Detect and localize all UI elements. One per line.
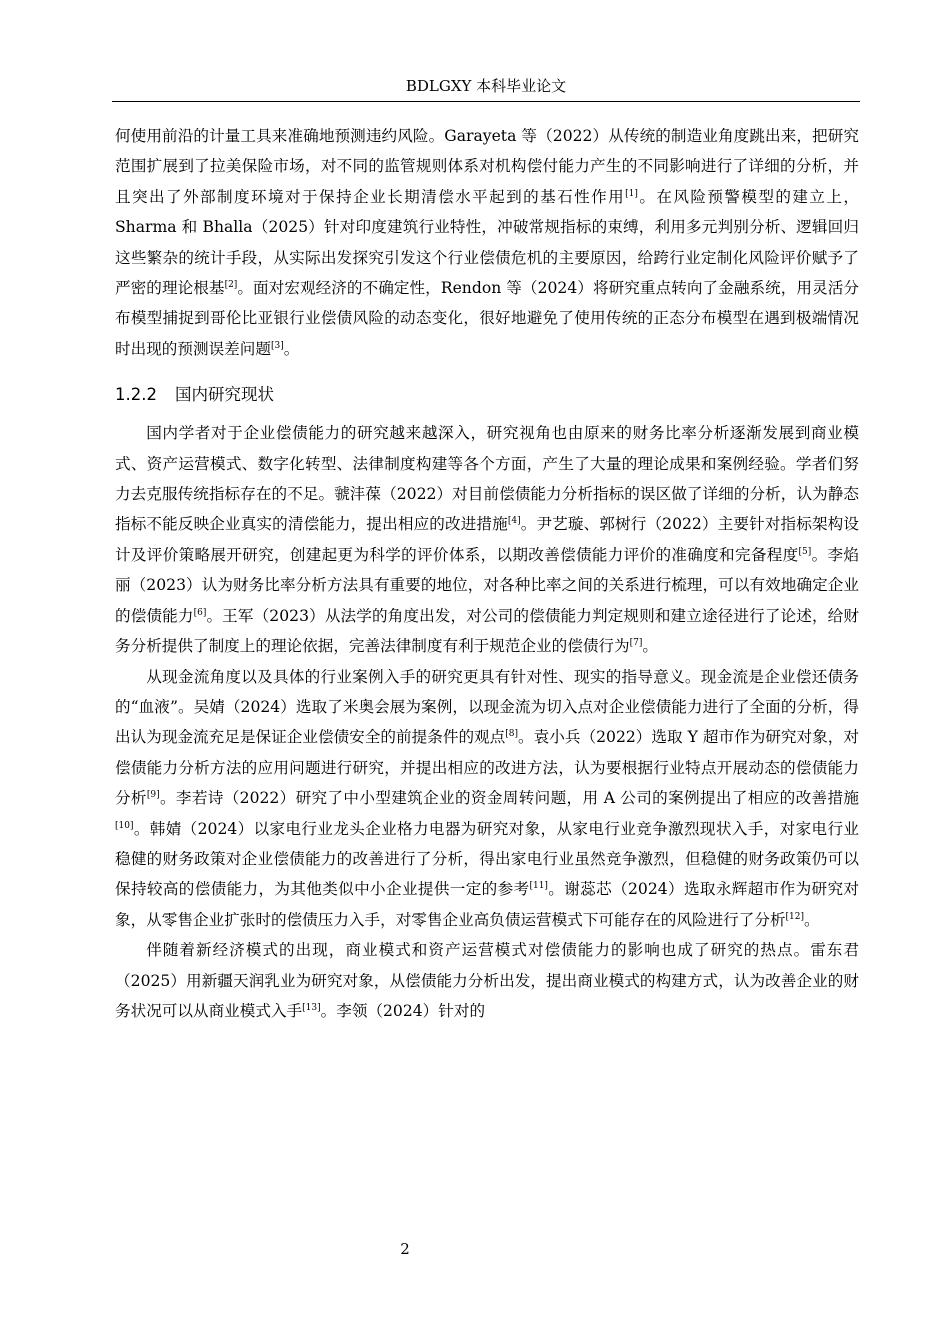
citation-marker: [8] (505, 729, 519, 740)
text-run: 。李焰丽（2023）认为财务比率分析方法具有重要的地位，对各种比率之间的关系进行梳理，可以有效地确定企业的偿债能力 (115, 545, 859, 625)
section-heading (115, 382, 859, 408)
citation-marker: [12] (785, 911, 805, 922)
body-paragraph (115, 935, 859, 1026)
text-run: 。 (642, 637, 658, 656)
running-header: BDLGXY 本科毕业论文 (405, 77, 567, 95)
section-number: 1.2.2 (115, 385, 157, 405)
citation-marker: [13] (302, 1002, 321, 1013)
citation-marker: [2] (224, 279, 238, 290)
continuation-paragraph (115, 121, 859, 364)
citation-marker: [9] (146, 789, 160, 800)
citation-marker: [11] (529, 881, 548, 892)
text-run: 国内学者对于企业偿债能力的研究越来越深入，研究视角也由原来的财务比率分析逐渐发展到商业模式、资产运营模式、数字化转型、法律制度构建等各个方面，产生了大量的理论成果和案例经验。学者们努力去克服传统指标存在的不足。虢沣葆（2022）对目前偿债能力分析指标的误区做了详细的分析，认为静态指标不能反映企业真实的清偿能力，提出相应的改进措施 (115, 424, 859, 534)
citation-marker: [5] (798, 546, 812, 557)
body-paragraph (115, 662, 859, 936)
text-run: 。李若诗（2022）研究了中小型建筑企业的资金周转问题，用 A 公司的案例提出了相应的改善措施 (159, 789, 859, 808)
text-run: 。面对宏观经济的不确定性，Rendon 等（2024）将研究重点转向了金融系统，用灵活分布模型捕捉到哥伦比亚银行业偿债风险的动态变化，很好地避免了使用传统的正态分布模型在遇到极端情况时出现的预测误差问题 (115, 279, 859, 358)
citation-marker: [4] (507, 516, 521, 527)
text-run: 。 (804, 910, 820, 929)
text-run: 。韩婧（2024）以家电行业龙头企业格力电器为研究对象，从家电行业竞争激烈现状入手，对家电行业稳健的财务政策对企业偿债能力的改善进行了分析，得出家电行业虽然竞争激烈，但稳健的财务政策仍可以保持较高的偿债能力，为其他类似中小企业提供一定的参考 (115, 819, 859, 899)
text-run: 。 (283, 339, 300, 358)
section-title: 国内研究现状 (175, 385, 274, 405)
text-run: 。在风险预警模型的建立上，Sharma 和 Bhalla（2025）针对印度建筑行业特性，冲破常规指标的束缚，利用多元判别分析、逻辑回归这些繁杂的统计手段，从实际出发探究引发这个行业偿债危机的主要原因，给跨行业定制化风险评价赋予了严密的理论根基 (115, 187, 859, 298)
citation-marker: [6] (193, 607, 207, 618)
body-paragraph (115, 418, 859, 661)
citation-marker: [3] (270, 340, 284, 351)
text-run: 何使用前沿的计量工具来准确地预测违约风险。Garayeta 等（2022）从传统的制造业角度跳出来，把研究范围扩展到了拉美保险市场，对不同的监管规则体系对机构偿付能力产生的不同影响进行了详细的分析，并且突出了外部制度环境对于保持企业长期清偿水平起到的基石性作用 (115, 127, 859, 206)
page-number: 2 (400, 1240, 410, 1258)
citation-marker: [10] (115, 820, 134, 831)
text-run: 从现金流角度以及具体的行业案例入手的研究更具有针对性、现实的指导意义。现金流是企业偿还债务的“血液”。吴婧（2024）选取了米奥会展为案例，以现金流为切入点对企业偿债能力进行了全面的分析，得出认为现金流充足是保证企业偿债安全的前提条件的观点 (115, 667, 859, 747)
body-text (115, 121, 859, 1026)
citation-marker: [1] (625, 188, 638, 199)
citation-marker: [7] (629, 637, 643, 648)
text-run: 。袁小兵（2022）选取 Y 超市作为研究对象，对偿债能力分析方法的应用问题进行研究，并提出相应的改进方法，认为要根据行业特点开展动态的偿债能力分析 (115, 728, 859, 808)
header-rule (112, 101, 860, 102)
text-run: 。李领（2024）针对的 (320, 1001, 486, 1020)
text-run: 。王军（2023）从法学的角度出发，对公司的偿债能力判定规则和建立途径进行了论述，给财务分析提供了制度上的理论依据，完善法律制度有利于规范企业的偿债行为 (115, 606, 859, 656)
text-run: 。谢蕊芯（2024）选取永辉超市作为研究对象，从零售企业扩张时的偿债压力入手，对零售企业高负债运营模式下可能存在的风险进行了分析 (115, 880, 859, 929)
text-run: 伴随着新经济模式的出现，商业模式和资产运营模式对偿债能力的影响也成了研究的热点。雷东君（2025）用新疆天润乳业为研究对象，从偿债能力分析出发，提出商业模式的构建方式，认为改善企业的财务状况可以从商业模式入手 (115, 941, 859, 1020)
text-run: 。尹艺璇、郭树行（2022）主要针对指标架构设计及评价策略展开研究，创建起更为科学的评价体系，以期改善偿债能力评价的准确度和完备程度 (115, 515, 859, 564)
paragraph-group (115, 418, 859, 1026)
